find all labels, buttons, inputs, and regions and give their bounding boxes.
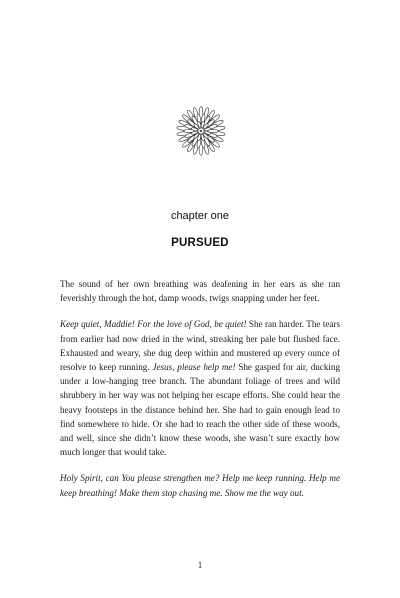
italic-thought: Keep quiet, Maddie! For the love of God, be quiet! [60,319,247,330]
page-number: 1 [197,560,203,570]
narration-text: She gasped for air, ducking under a low-hanging tree branch. The abundant foliage of trees and wild shrubbery in her way was not helping her escape efforts. She could hear the heavy footsteps in the distance behind her. She had to gain enough lead to find somewhere to hide. Or she had to reach the other side of these woods, and well, since she didn’t know these woods, she wasn’t sure exactly how much longer that would take. [60,362,341,458]
paragraph-2 [60,317,340,459]
narration-text: She ran harder. The tears from earlier had now dried in the wind, streaking her pale but flushed face. Exhausted and weary, she dug deep within and mustered up every ounce of resolve to keep running. [60,319,340,373]
narration-text: The sound of her own breathing was deafening in her ears as she ran feverishly through the hot, damp woods, twigs snapping under her feet. [60,279,340,304]
chapter-label: chapter one [170,210,230,222]
italic-thought: Holy Spirit, can You please strengthen me? Help me keep running. Help me keep breathing! Make them stop chasing me. Show me the way out. [60,473,340,498]
chapter-title: PURSUED [171,237,229,249]
chrysanthemum-flower-icon [174,104,228,158]
paragraph-3 [60,471,340,499]
paragraph-1 [60,277,340,305]
chapter-body [60,277,340,500]
italic-thought: Jesus, please help me! [152,362,236,373]
